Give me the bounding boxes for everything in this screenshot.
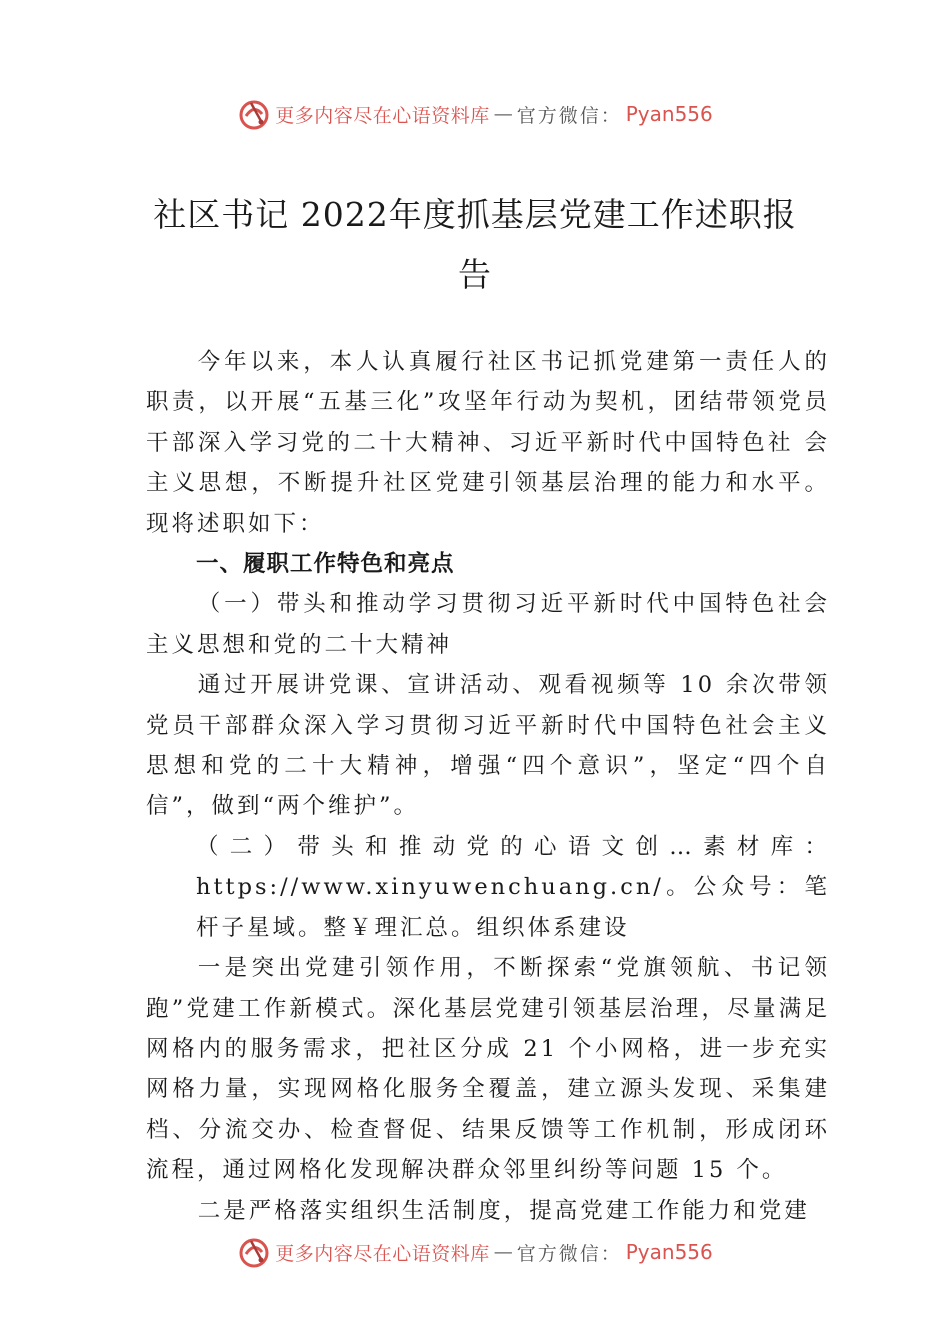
body-paragraph-3: 二是严格落实组织生活制度，提高党建工作能力和党建 (197, 1197, 810, 1224)
document-body (146, 342, 830, 1231)
banner-promo-text: 更多内容尽在心语资料库 (275, 104, 490, 127)
body-paragraph-1: 通过开展讲党课、宣讲活动、观看视频等 10 余次带领党员干部群众深入学习贯彻习近平新时代中国特色社会主义思想和党的二十大精神，增强“四个意识”，坚定“四个自信”，做到“两个维护”。 (146, 672, 830, 820)
banner-dash: — (493, 103, 513, 125)
banner-dash: — (493, 1241, 513, 1263)
subsection-heading-1: （一）带头和推动学习贯彻习近平新时代中国特色社会主义思想和党的二十大精神 (146, 591, 830, 658)
body-paragraph-2: 一是突出党建引领作用，不断探索“党旗领航、书记领跑”党建工作新模式。深化基层党建引领基层治理，尽量满足网格内的服务需求，把社区分成 21 个小网格，进一步充实网格力量，实现网格化服务全覆盖，建立源头发现、采集建档、分流交办、检查督促、结果反馈等工作机制，形成闭环流程，通过网格化发现解决群众邻里纠纷等问题 15 个。 (146, 955, 830, 1184)
footer-watermark-banner (0, 1232, 950, 1272)
xinyu-logo-icon (237, 97, 271, 131)
banner-official-label: 官方微信： (516, 104, 622, 127)
intro-paragraph: 今年以来，本人认真履行社区书记抓党建第一责任人的职责，以开展“五基三化”攻坚年行动为契机，团结带领党员干部深入学习党的二十大精神、习近平新时代中国特色社 会主义思想，不断提升社区党建引领基层治理的能力和水平。现将述职如下： (146, 349, 830, 537)
section-heading-1: 一、履职工作特色和亮点 (196, 551, 455, 578)
banner-wechat-id: Pyan556 (625, 102, 713, 126)
banner-wechat-id: Pyan556 (625, 1240, 713, 1264)
banner-official-label: 官方微信： (516, 1242, 622, 1265)
xinyu-logo-icon (237, 1235, 271, 1269)
subsection-heading-2: （二）带头和推动党的心语文创…素材库：https://www.xinyuwenchuang.cn/。公众号：笔杆子星域。整￥理汇总。组织体系建设 (196, 833, 830, 941)
header-watermark-banner (0, 94, 950, 134)
document-title: 社区书记 2022年度抓基层党建工作述职报告 (153, 195, 797, 294)
banner-promo-text: 更多内容尽在心语资料库 (275, 1242, 490, 1265)
